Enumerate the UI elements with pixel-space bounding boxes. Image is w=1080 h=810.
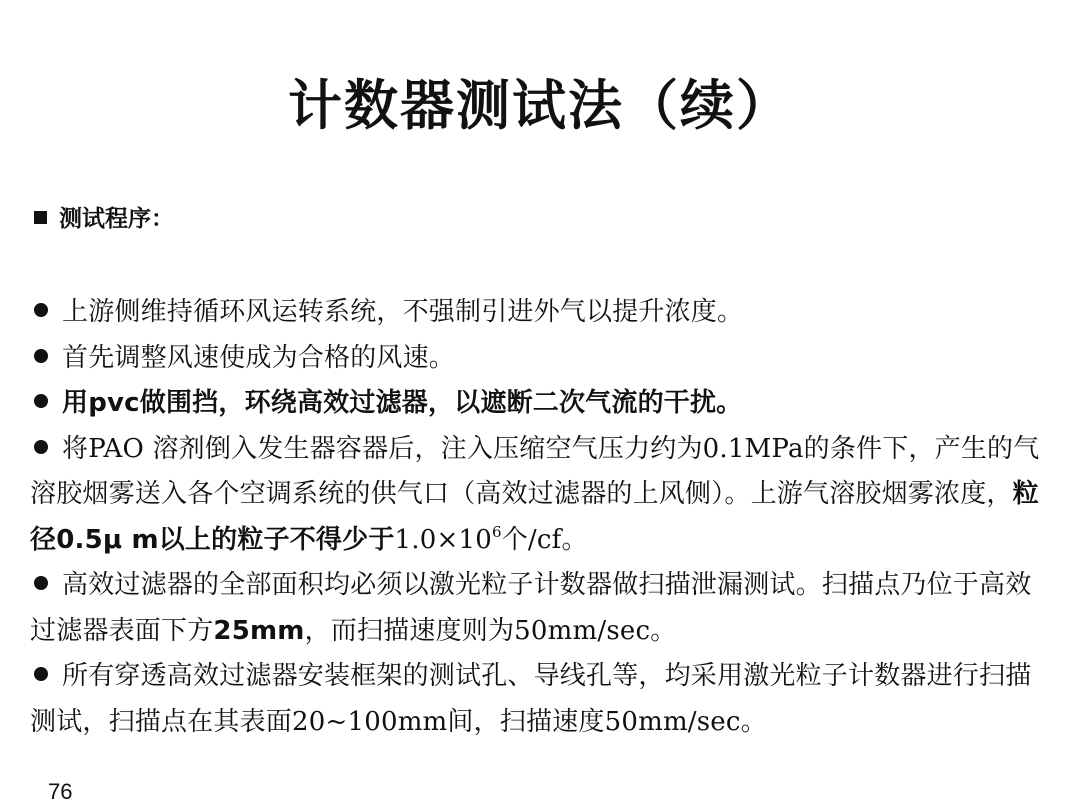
bullet-item <box>30 654 1040 745</box>
bullet-text: 上游侧维持循环风运转系统，不强制引进外气以提升浓度。 <box>62 297 744 327</box>
bullet-text: 用pvc做围挡，环绕高效过滤器，以遮断二次气流的干扰。 <box>62 388 743 418</box>
bullet-text-emphasis: 25mm <box>213 615 305 646</box>
bullet-item <box>30 336 1040 382</box>
bullet-text-value: 1.0×10 <box>394 524 492 555</box>
bullet-item <box>30 290 1040 336</box>
bullet-text: 所有穿透高效过滤器安装框架的测试孔、导线孔等，均采用激光粒子计数器进行扫描测试，扫描点在其表面20~100mm间，扫描速度50mm/sec。 <box>30 661 1032 737</box>
bullet-text-tail: ，而扫描速度则为50mm/sec。 <box>304 615 677 646</box>
round-bullet-icon <box>34 303 48 317</box>
section-heading-text: 测试程序： <box>59 206 174 232</box>
bullet-text: 首先调整风速使成为合格的风速。 <box>62 342 456 373</box>
bullet-item <box>30 381 1040 427</box>
bullet-text-exponent: 6 <box>491 522 502 541</box>
bullet-item <box>30 427 1040 564</box>
slide-title: 计数器测试法（续） <box>288 74 792 137</box>
section-heading <box>34 202 174 236</box>
round-bullet-icon <box>34 440 48 454</box>
round-bullet-icon <box>34 667 48 681</box>
bullet-text: 将PAO 溶剂倒入发生器容器后，注入压缩空气压力约为0.1MPa的条件下，产生的气溶胶烟雾送入各个空调系统的供气口（高效过滤器的上风侧）。上游气溶胶烟雾浓度， <box>30 433 1040 509</box>
bullet-text-emphasis: 粒径0.5μ m以上的粒子不得少于 <box>30 479 1039 555</box>
round-bullet-icon <box>34 349 48 363</box>
bullet-list <box>30 290 1040 745</box>
bullet-text-unit: 个/cf。 <box>501 524 588 555</box>
square-bullet-icon <box>34 211 47 224</box>
round-bullet-icon <box>34 394 48 408</box>
bullet-text: 高效过滤器的全部面积均必须以激光粒子计数器做扫描泄漏测试。扫描点乃位于高效过滤器表面下方 <box>30 570 1032 646</box>
page-number: 76 <box>48 779 73 804</box>
round-bullet-icon <box>34 576 48 590</box>
bullet-item <box>30 563 1040 654</box>
